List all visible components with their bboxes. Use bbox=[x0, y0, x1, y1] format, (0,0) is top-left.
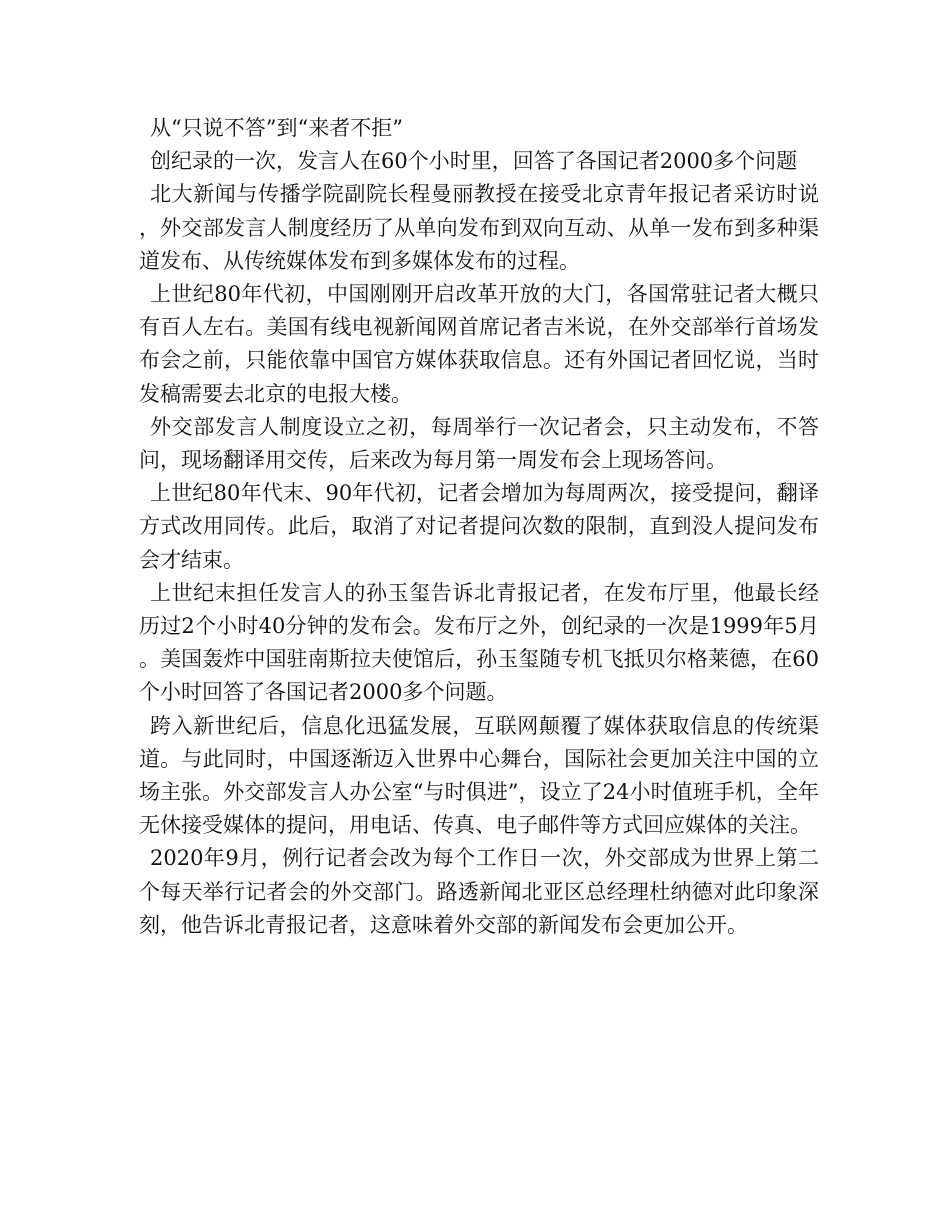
paragraph: 北大新闻与传播学院副院长程曼丽教授在接受北京青年报记者采访时说，外交部发言人制度经历了从单向发布到双向互动、从单一发布到多种渠道发布、从传统媒体发布到多媒体发布的过程。 bbox=[139, 182, 819, 273]
paragraph: 跨入新世纪后，信息化迅猛发展，互联网颠覆了媒体获取信息的传统渠道。与此同时，中国逐渐迈入世界中心舞台，国际社会更加关注中国的立场主张。外交部发言人办公室“与时俱进”，设立了24小时值班手机，全年无休接受媒体的提问，用电话、传真、电子邮件等方式回应媒体的关注。 bbox=[139, 713, 819, 838]
paragraph: 外交部发言人制度设立之初，每周举行一次记者会，只主动发布，不答问，现场翻译用交传，后来改为每月第一周发布会上现场答问。 bbox=[139, 414, 819, 473]
section-subheading: 创纪录的一次，发言人在60个小时里，回答了各国记者2000多个问题 bbox=[150, 149, 798, 174]
paragraph: 上世纪80年代初，中国刚刚开启改革开放的大门，各国常驻记者大概只有百人左右。美国有线电视新闻网首席记者吉米说，在外交部举行首场发布会之前，只能依靠中国官方媒体获取信息。还有外国记者回忆说，当时发稿需要去北京的电报大楼。 bbox=[139, 282, 819, 406]
paragraph: 上世纪80年代末、90年代初，记者会增加为每周两次，接受提问，翻译方式改用同传。此后，取消了对记者提问次数的限制，直到没人提问发布会才结束。 bbox=[139, 481, 819, 572]
paragraph: 上世纪末担任发言人的孙玉玺告诉北青报记者，在发布厅里，他最长经历过2个小时40分钟的发布会。发布厅之外，创纪录的一次是1999年5月。美国轰炸中国驻南斯拉夫使馆后，孙玉玺随专机飞抵贝尔格莱德，在60个小时回答了各国记者2000多个问题。 bbox=[139, 580, 819, 705]
document-body bbox=[139, 112, 819, 942]
section-heading: 从“只说不答”到“来者不拒” bbox=[150, 116, 403, 140]
paragraph: 2020年9月，例行记者会改为每个工作日一次，外交部成为世界上第二个每天举行记者会的外交部门。路透新闻北亚区总经理杜纳德对此印象深刻，他告诉北青报记者，这意味着外交部的新闻发布会更加公开。 bbox=[139, 846, 819, 937]
